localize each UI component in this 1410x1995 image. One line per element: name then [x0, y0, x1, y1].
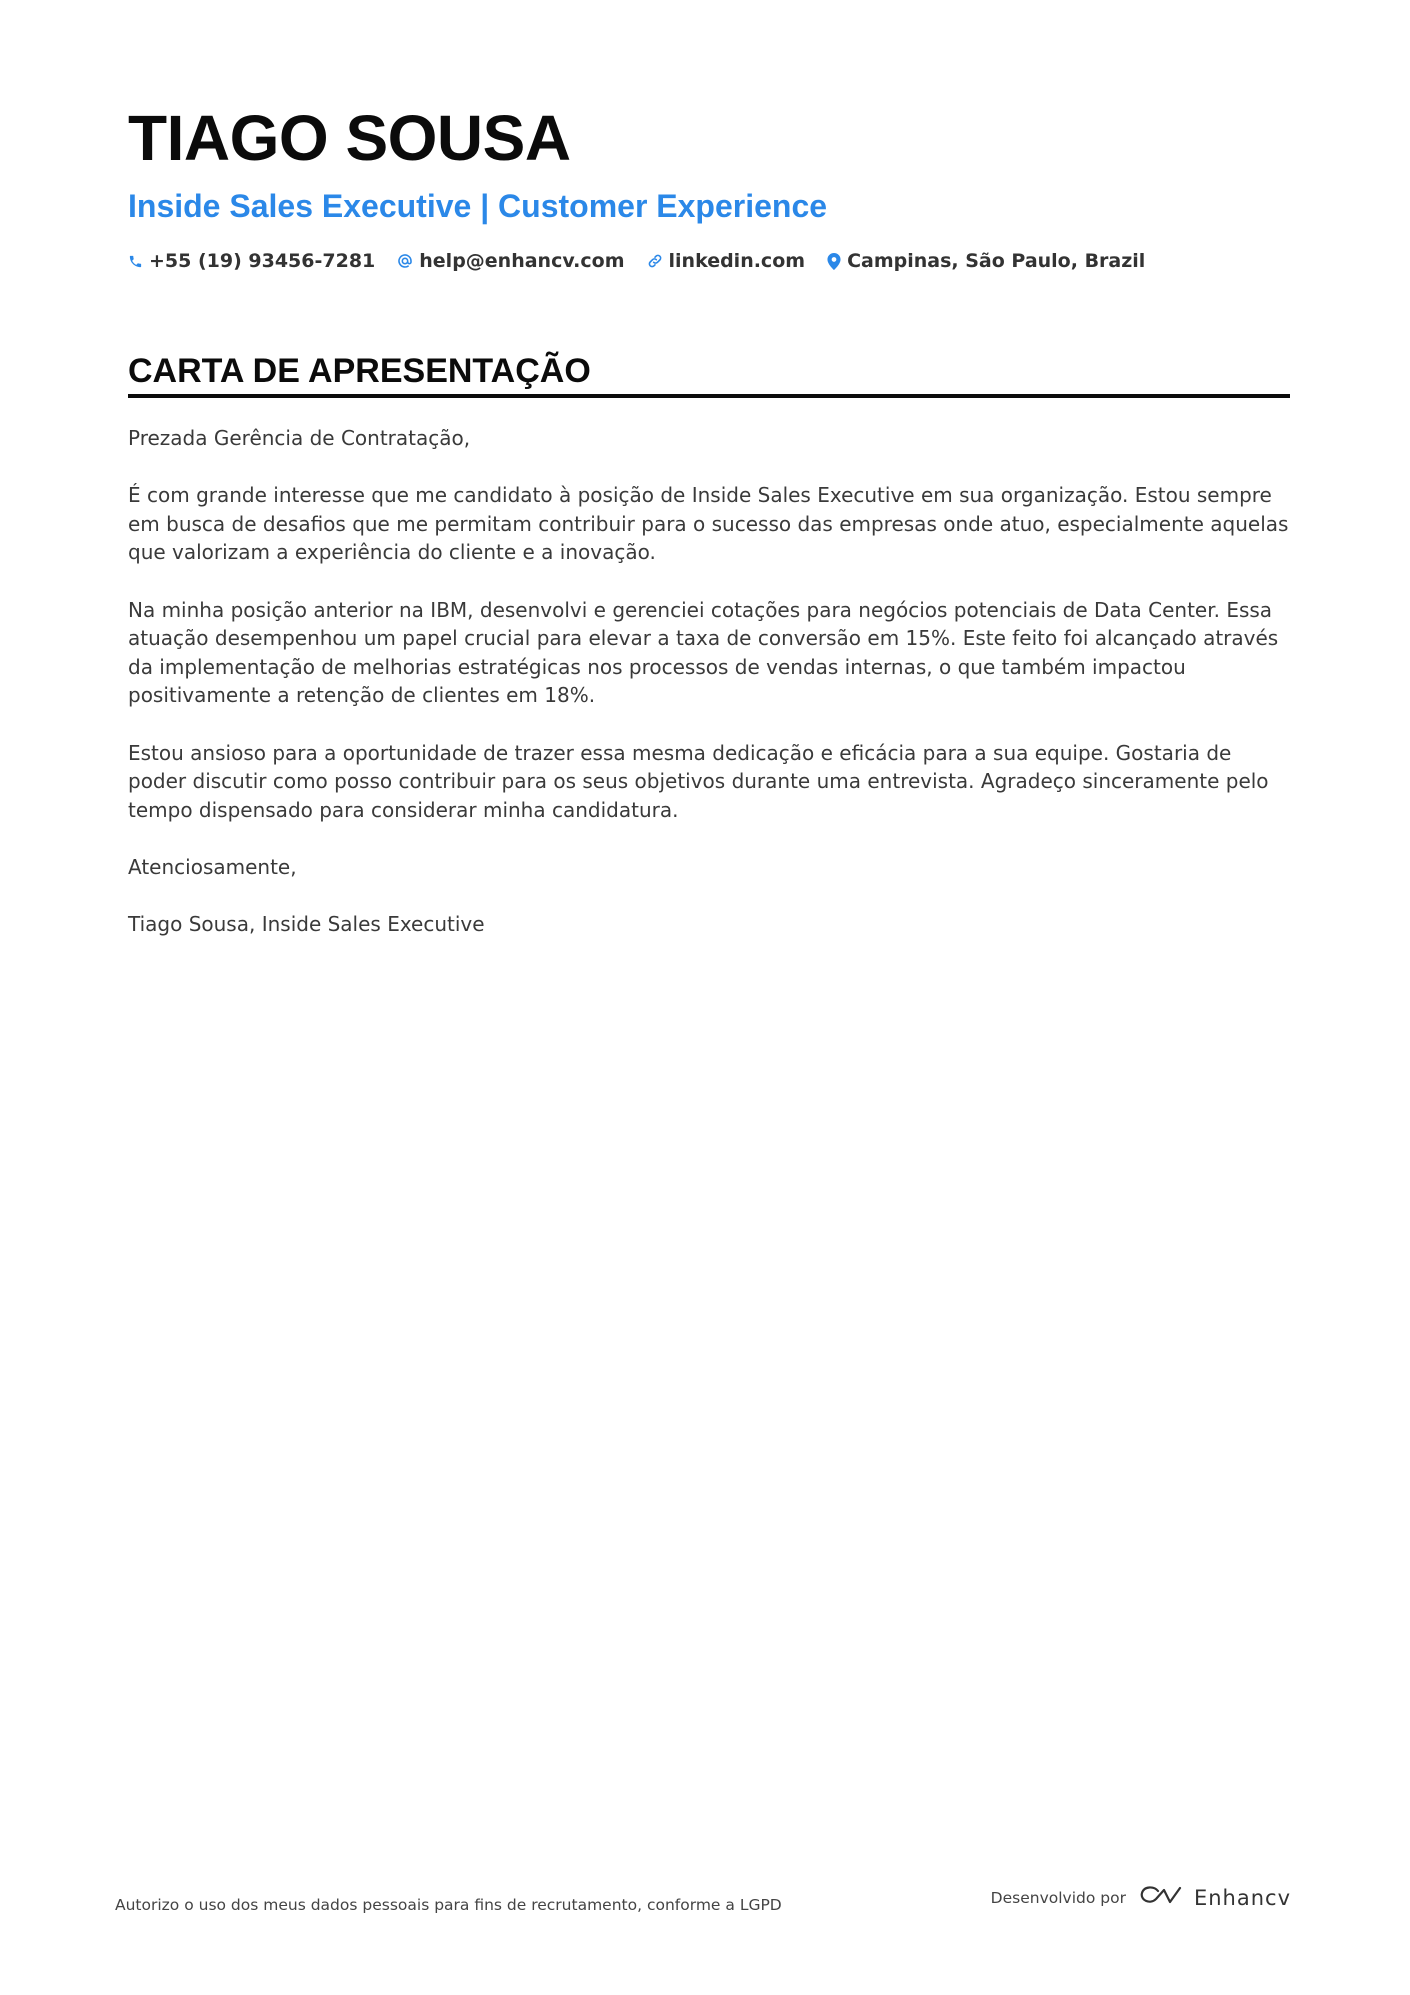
- letter-body: [128, 424, 1290, 939]
- powered-by: [991, 1884, 1291, 1912]
- at-icon: [397, 253, 413, 269]
- enhancv-brand-name: Enhancv: [1193, 1886, 1291, 1910]
- section-title: CARTA DE APRESENTAÇÃO: [128, 350, 1290, 398]
- email-text: help@enhancv.com: [419, 250, 625, 272]
- letter-greeting: Prezada Gerência de Contratação,: [128, 426, 471, 450]
- candidate-headline: Inside Sales Executive | Customer Experience: [128, 188, 828, 224]
- enhancv-logo-icon: [1138, 1884, 1184, 1912]
- contact-bar: [128, 250, 1290, 272]
- phone-text: +55 (19) 93456-7281: [149, 250, 376, 272]
- location-pin-icon: [827, 253, 841, 270]
- consent-note: Autorizo o uso dos meus dados pessoais para fins de recrutamento, conforme a LGPD: [115, 1896, 782, 1914]
- candidate-name: TIAGO SOUSA: [128, 102, 571, 174]
- contact-phone: [128, 250, 375, 272]
- location-text: Campinas, São Paulo, Brazil: [847, 250, 1146, 272]
- letter-paragraph: Estou ansioso para a oportunidade de trazer essa mesma dedicação e eficácia para a sua equipe. Gostaria de poder discutir como posso contribuir para os seus objetivos durante uma entrevista. Agradeço sinceramente pelo tempo dispensado para considerar minha candidatura.: [128, 740, 1269, 822]
- letter-paragraph: É com grande interesse que me candidato à posição de Inside Sales Executive em sua organização. Estou sempre em busca de desafios que me permitam contribuir para o sucesso das empresas onde atuo, especialmente aquelas que valorizam a experiência do cliente e a inovação.: [128, 483, 1289, 565]
- contact-email[interactable]: [397, 250, 624, 272]
- contact-location: [827, 250, 1145, 272]
- letter-signature: Tiago Sousa, Inside Sales Executive: [128, 912, 485, 937]
- link-icon: [647, 253, 663, 269]
- contact-linkedin[interactable]: [647, 250, 806, 272]
- letter-closing: Atenciosamente,: [128, 854, 297, 879]
- cover-letter-page: [128, 100, 1290, 967]
- letter-paragraph: Na minha posição anterior na IBM, desenvolvi e gerenciei cotações para negócios potenciais de Data Center. Essa atuação desempenhou um papel crucial para elevar a taxa de conversão em 15%. Este feito foi alcançado através da implementação de melhorias estratégicas nos processos de vendas internas, o que também impactou positivamente a retenção de clientes em 18%.: [128, 597, 1279, 708]
- powered-by-label: Desenvolvido por: [990, 1889, 1126, 1907]
- enhancv-brand[interactable]: [1138, 1884, 1291, 1912]
- linkedin-text: linkedin.com: [668, 250, 806, 272]
- phone-icon: [128, 254, 143, 269]
